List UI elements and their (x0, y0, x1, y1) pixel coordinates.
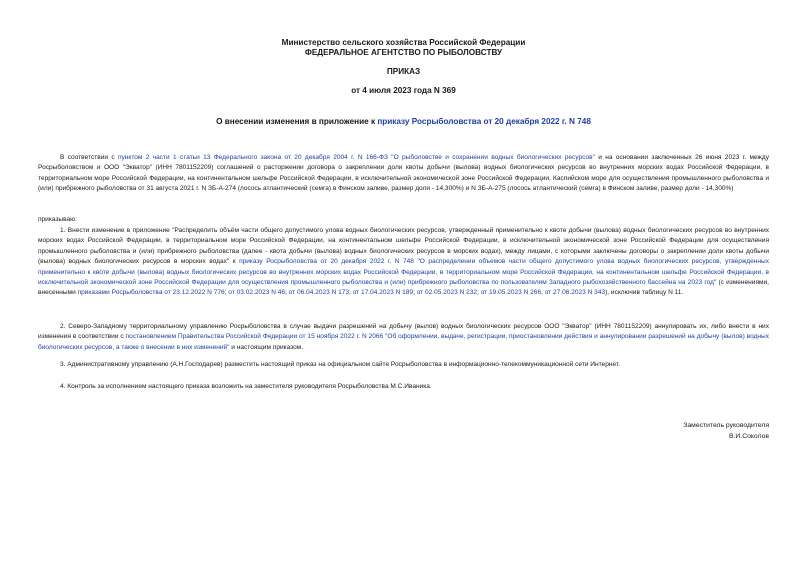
item-1-text-8: ; (477, 289, 481, 297)
item-4-paragraph: 4. Контроль за исполнением настоящего приказа возложить на заместителя руководителя Росрыболовства М.С.Иваника. (60, 383, 432, 390)
document-subject (0, 117, 807, 127)
item-1-text-7: ; (413, 289, 417, 297)
item-1-text-1: 1. Внести изменение в приложение "Распределить объём части общего допустимого улова водных биологических ресурсов, утвержденный применительно к квоте добычи (вылова) водных биологических ресурсов во внутренних морских водах Российской Федерации, в территориальном море Российской Федерации, на континентальном шельфе Российской Федерации, в исключительной экономической зоне Российской Федерации для осуществления промышленного рыболовства и (или) прибрежного рыболовства (далее - квота добычи (вылова) водных биологических ресурсов в морских водах), между лицами, с которыми заключены договоры о закреплении доли квоты добычи (вылова) водных биологических ресурсов в морских водах" к (38, 227, 769, 266)
item-2-paragraph (38, 322, 769, 353)
signature-position: Заместитель руководителя (683, 422, 769, 429)
item-1-text-3: " (с изменениями, внесенными (38, 279, 769, 297)
item-1-paragraph (38, 226, 769, 299)
preamble-text-1: В соответствии с (60, 154, 118, 161)
subject-prefix: О внесении изменения в приложение к (216, 117, 378, 126)
signature-name: В.И.Соколов (729, 432, 769, 440)
order-173-link[interactable]: от 06.04.2023 N 173 (288, 289, 350, 297)
government-decree-link[interactable]: постановлением Правительства Российской Федерации от 15 ноября 2022 г. N 2066 "Об оформлении, выдаче, регистрации, приостановлении действия и аннулировании разрешений на добычу (вылов) водных биологических ресурсов, а также о внесении в них изменений" (38, 333, 769, 351)
ministry-title: Министерство сельского хозяйства Российской Федерации (281, 38, 526, 47)
preamble-text-2: и на основании заключенных 26 июня 2023 г. между Росрыболовством и ООО "Экватор" (ИНН 7801152209) соглашений о расторжении договора о закреплении доли квоты добычи (вылова) водных биологических ресурсов во внутренних морских водах Российской Федерации, в территориальном море Российской Федерации, на континентальном шельфе Российской Федерации, в исключительной экономической зоне Российской Федерации, Каспийском море для осуществления промышленного рыболовства и (или) прибрежного рыболовства от 31 августа 2021 г. N ЗБ-А-274 (лосось атлантический (семга) в Финском заливе, размер доли - 14,300%) и N ЗБ-А-275 (лосось атлантический (семга) в Финском заливе, размер доли - 14,300%) (38, 154, 769, 193)
prikazyvayu-label: приказываю: (38, 216, 77, 223)
item-3-paragraph: 3. Административному управлению (А.Н.Господарев) разместить настоящий приказ на официальном сайте Росрыболовства в информационно-телекоммуникационной сети Интернет. (60, 361, 620, 368)
order-748-title-link[interactable]: О распределении объемов части общего допустимого улова водных биологических ресурсов, утвержденных применительно к квоте добычи (вылова) водных биологических ресурсов во внутренних морских водах Российской Федерации, в территориальном море Российской Федерации, на континентальном шельфе Российской Федерации, в исключительной экономической зоне Российской Федерации для осуществления промышленного рыболовства и (или) прибрежного рыболовства по пользователям Западного рыбохозяйственного бассейна на 2023 год (38, 258, 769, 287)
order-343-link[interactable]: от 27.06.2023 N 343 (544, 289, 606, 297)
item-1-text-5: ; (285, 289, 289, 297)
item-1-text-2: " (413, 258, 420, 266)
item-1-text-4: ; (224, 289, 229, 297)
agency-title: ФЕДЕРАЛЬНОЕ АГЕНТСТВО ПО РЫБОЛОВСТВУ (304, 47, 503, 57)
document-type: ПРИКАЗ (386, 67, 421, 76)
order-266-link[interactable]: от 19.05.2023 N 266 (480, 289, 542, 297)
item-2-text-1: 2. Северо-Западному территориальному управлению Росрыболовства в случае выдачи разрешений на добычу (вылов) водных биологических ресурсов ООО "Экватор" (ИНН 7801152209) аннулировать их, либо внести в них изменения в соответствии с (38, 323, 769, 341)
document-date: от 4 июля 2023 года N 369 (351, 86, 456, 95)
item-1-text-6: ; (349, 289, 353, 297)
item-1-text-9: , (541, 289, 545, 297)
order-189-link[interactable]: от 17.04.2023 N 189 (352, 289, 414, 297)
item-2-text-2: и настоящим приказом. (229, 343, 304, 351)
federal-law-link[interactable]: пунктом 2 части 1 статьи 13 Федерального закона от 20 декабря 2004 г. N 166-ФЗ "О рыболовстве и сохранении водных биологических ресурсов" (117, 154, 595, 161)
order-46-link[interactable]: от 03.02.2023 N 46 (228, 289, 286, 297)
signature-block (683, 421, 769, 442)
order-232-link[interactable]: от 02.05.2023 N 232 (416, 289, 478, 297)
item-1-text-10: ), исключив таблицу N 11. (605, 289, 684, 297)
order-776-link[interactable]: приказами Росрыболовства от 23.12.2022 N 776 (77, 289, 225, 297)
subject-link[interactable]: приказу Росрыболовства от 20 декабря 2022 г. N 748 (377, 117, 591, 126)
order-748-link[interactable]: приказу Росрыболовства от 20 декабря 2022 г. N 748 (239, 258, 414, 266)
preamble-paragraph (38, 153, 769, 195)
